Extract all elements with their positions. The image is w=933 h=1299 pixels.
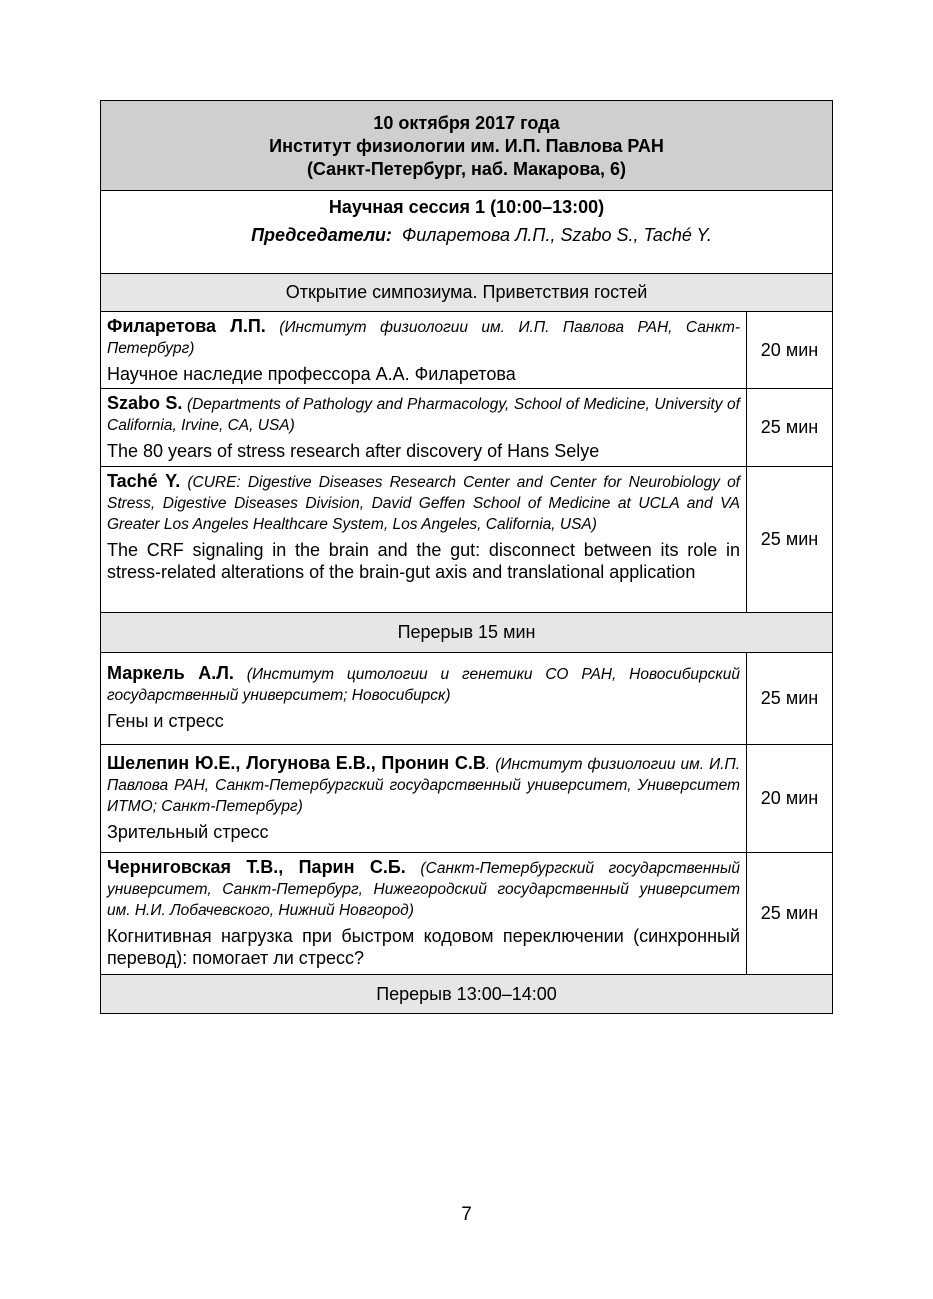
- talk-info: [101, 389, 747, 466]
- talk-affiliation: (CURE: Digestive Diseases Research Center and Center for Neurobiology of Stress, Digestive Diseases Division, David Geffen School of Medicine at UCLA and VA Greater Los Angeles Healthcare System, Los Angeles, California, USA): [107, 474, 740, 533]
- lunch-break-row: [101, 975, 832, 1013]
- talk-affiliation: (Институт цитологии и генетики СО РАН, Новосибирский государственный университет; Новосибирск): [107, 666, 740, 704]
- talk-authors: Taché Y.: [107, 471, 181, 491]
- talk-info: [101, 467, 747, 612]
- talk-affiliation: (Санкт-Петербургский государственный университет, Санкт-Петербург, Нижегородский государственный университет им. Н.И. Лобачевского, Нижний Новгород): [107, 860, 740, 919]
- header-address: (Санкт-Петербург, наб. Макарова, 6): [306, 159, 627, 179]
- talk-row: [101, 745, 832, 853]
- talk-affiliation: (Институт физиологии им. И.П. Павлова РАН, Санкт-Петербург): [107, 319, 741, 357]
- page-number: 7: [461, 1204, 472, 1225]
- session-title: Научная сессия 1 (10:00–13:00): [328, 197, 605, 217]
- talk-duration: 20 мин: [760, 339, 819, 360]
- talk-duration: 25 мин: [760, 688, 819, 708]
- talk-info: [101, 312, 747, 388]
- talk-duration: 25 мин: [760, 417, 819, 437]
- talk-info: [101, 853, 747, 974]
- talk-authors: Филаретова Л.П.: [107, 316, 266, 336]
- talk-row: [101, 467, 832, 613]
- talk-duration: 25 мин: [760, 903, 819, 923]
- talk-duration: 25 мин: [760, 529, 819, 549]
- opening-row: [101, 274, 832, 312]
- chairs-label: Председатели:: [251, 225, 392, 245]
- talk-duration: 20 мин: [760, 788, 819, 808]
- talk-info: [101, 745, 747, 852]
- chairs-names: Филаретова Л.П., Szabo S., Taché Y.: [401, 225, 712, 245]
- talk-authors: Черниговская Т.В., Парин С.Б.: [107, 857, 406, 877]
- talk-info: [101, 653, 747, 744]
- header-date: 10 октября 2017 года: [373, 113, 560, 133]
- schedule-header: [101, 101, 832, 191]
- talk-row: [101, 653, 832, 745]
- break-label: Перерыв 15 мин: [397, 622, 536, 642]
- talk-row: [101, 312, 832, 389]
- opening-label: Открытие симпозиума. Приветствия гостей: [285, 282, 648, 302]
- lunch-break-label: Перерыв 13:00–14:00: [376, 983, 557, 1004]
- talk-authors: Шелепин Ю.Е., Логунова Е.В., Пронин С.В: [107, 753, 486, 773]
- header-institute: Институт физиологии им. И.П. Павлова РАН: [269, 136, 664, 156]
- talk-affiliation: (Departments of Pathology and Pharmacology, School of Medicine, University of California, Irvine, CA, USA): [107, 396, 740, 434]
- talk-authors: Szabo S.: [107, 393, 183, 413]
- talk-row: [101, 853, 832, 975]
- talk-authors: Маркель А.Л.: [107, 663, 234, 683]
- talk-title: Научное наследие профессора А.А. Филаретова: [107, 364, 516, 384]
- talk-title: The CRF signaling in the brain and the gut: disconnect between its role in stress-related alterations of the brain-gut axis and translational application: [107, 540, 740, 582]
- talk-title: Зрительный стресс: [107, 822, 269, 842]
- talk-title: Гены и стресс: [107, 711, 224, 731]
- talk-affiliation: . (Институт физиологии им. И.П. Павлова РАН, Санкт-Петербургский государственный университет, Университет ИТМО; Санкт-Петербург): [107, 756, 741, 815]
- session-chairs: [101, 222, 832, 248]
- break-row: [101, 613, 832, 653]
- talk-row: [101, 389, 832, 467]
- session-block: [101, 191, 832, 274]
- talk-title: Когнитивная нагрузка при быстром кодовом переключении (синхронный перевод): помогает ли стресс?: [107, 926, 740, 968]
- schedule-table: [100, 100, 833, 1014]
- talk-title: The 80 years of stress research after discovery of Hans Selye: [107, 441, 600, 461]
